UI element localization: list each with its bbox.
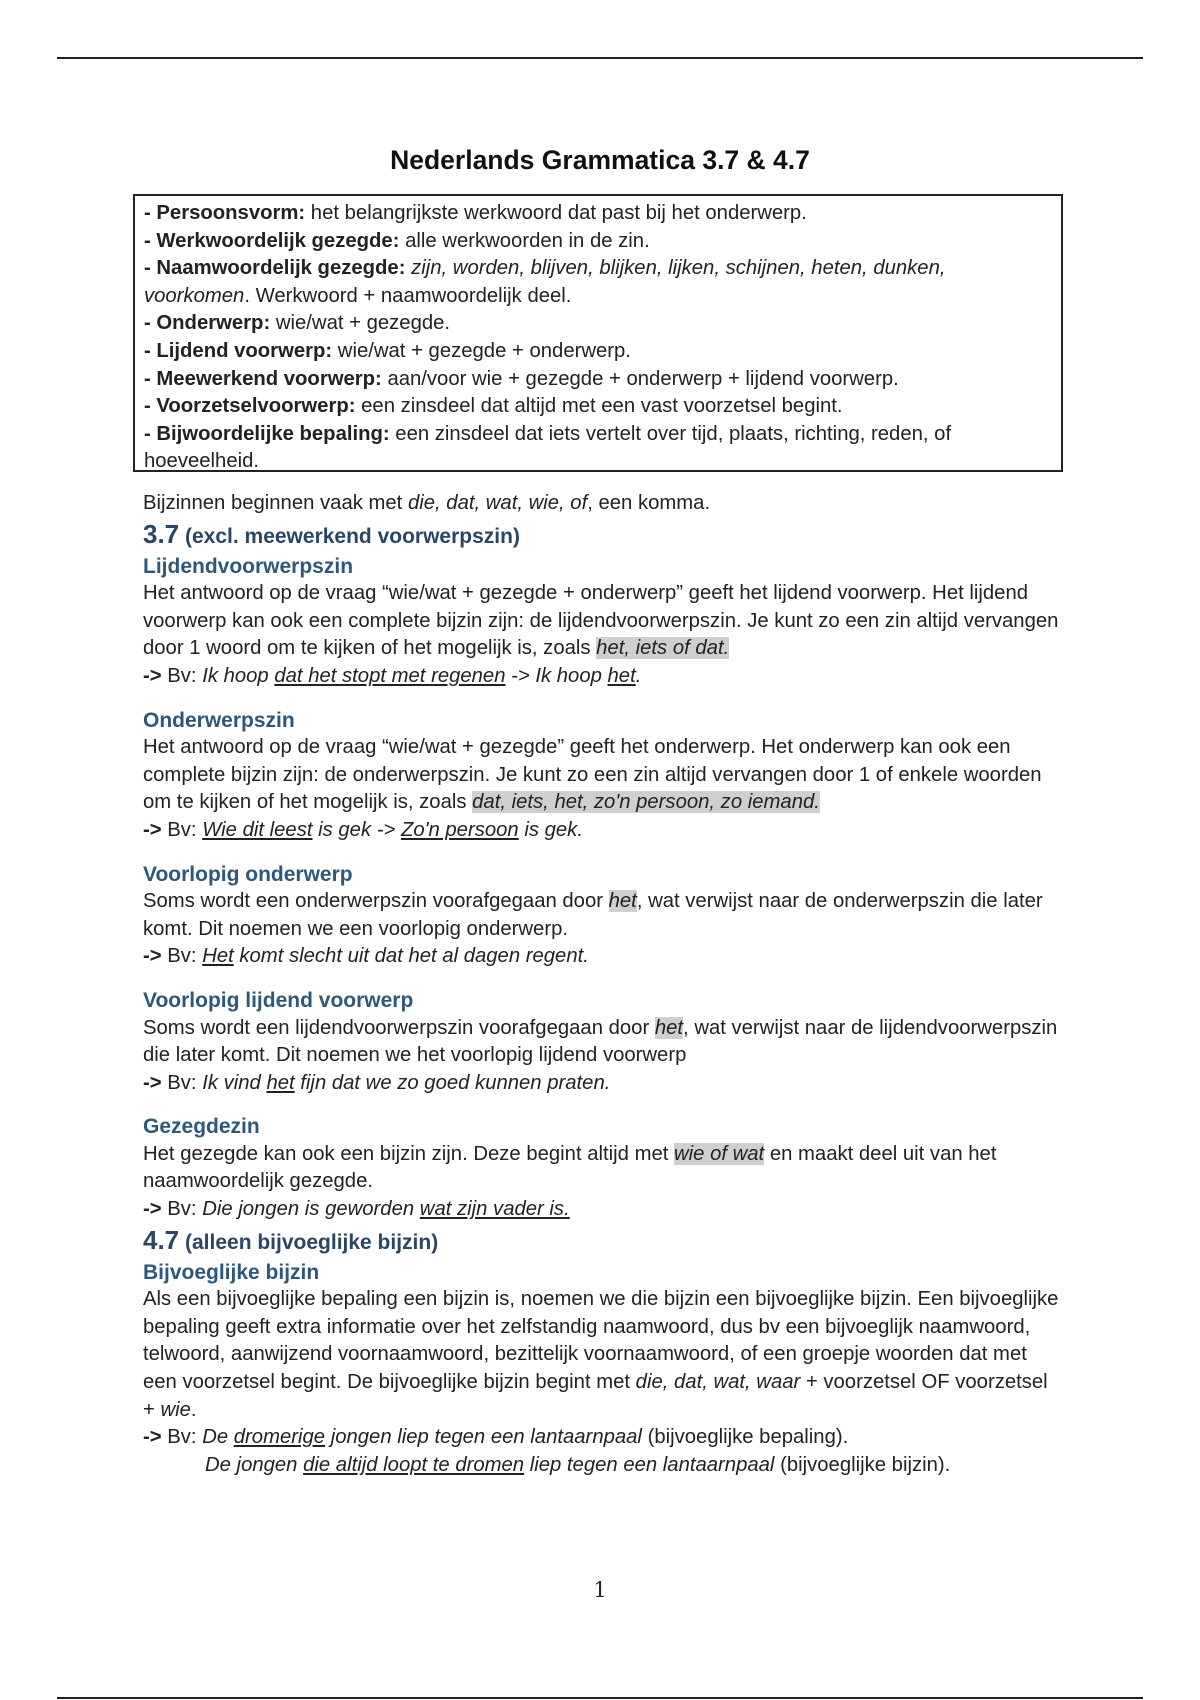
paragraph-onderwerpszin: Het antwoord op de vraag “wie/wat + gezegde” geeft het onderwerp. Het onderwerp kan ook een complete bijzin zijn: de onderwerpszin. Je kunt zo een zin altijd vervangen door 1 of enkele woorden om te kijken of het mogelijk is, zoals dat, iets, het, zo'n persoon, zo iemand.	[143, 736, 1042, 814]
definition-item: - Lijdend voorwerp: wie/wat + gezegde + onderwerp.	[144, 339, 631, 362]
heading-bijvoeglijke-bijzin: Bijvoeglijke bijzin	[143, 1260, 320, 1284]
intro-paragraph: Bijzinnen beginnen vaak met die, dat, wat, wie, of, een komma.	[143, 492, 711, 514]
heading-lijdendvoorwerpszin: Lijdendvoorwerpszin	[143, 554, 354, 578]
section-heading-4-7: 4.7 (alleen bijvoeglijke bijzin)	[143, 1224, 439, 1255]
heading-onderwerpszin: Onderwerpszin	[143, 708, 295, 732]
heading-voorlopig-onderwerp: Voorlopig onderwerp	[143, 862, 353, 886]
top-rule	[57, 57, 1143, 59]
example-onderwerpszin: -> Bv: Wie dit leest is gek -> Zo'n persoon is gek.	[143, 818, 583, 841]
page-number: 1	[593, 1578, 607, 1602]
example-gezegdezin: -> Bv: Die jongen is geworden wat zijn vader is.	[143, 1198, 570, 1221]
definitions-box	[133, 194, 1063, 472]
definition-item: - Bijwoordelijke bepaling: een zinsdeel dat iets vertelt over tijd, plaats, richting, reden, of hoeveelheid.	[144, 422, 952, 473]
bottom-rule	[57, 1697, 1143, 1699]
example-bijvoeglijke-bijzin: De jongen die altijd loopt te dromen liep tegen een lantaarnpaal (bijvoeglijke bijzin).	[205, 1453, 951, 1476]
paragraph-lijdendvoorwerpszin: Het antwoord op de vraag “wie/wat + gezegde + onderwerp” geeft het lijdend voorwerp. Het lijdend voorwerp kan ook een complete bijzin zijn: de lijdendvoorwerpszin. Je kunt zo een zin altijd vervangen door 1 woord om te kijken of het mogelijk is, zoals het, iets of dat.	[143, 582, 1059, 660]
heading-voorlopig-lijdend-voorwerp: Voorlopig lijdend voorwerp	[143, 988, 414, 1012]
definition-item: - Naamwoordelijk gezegde: zijn, worden, blijven, blijken, lijken, schijnen, heten, dunken, voorkomen. Werkwoord + naamwoordelijk deel.	[144, 257, 946, 307]
paragraph-voorlopig-lijdend-voorwerp: Soms wordt een lijdendvoorwerpszin voorafgegaan door het, wat verwijst naar de lijdendvoorwerpszin die later komt. Dit noemen we het voorlopig lijdend voorwerp	[143, 1016, 1058, 1067]
page-title: Nederlands Grammatica 3.7 & 4.7	[390, 145, 810, 175]
definition-item: - Onderwerp: wie/wat + gezegde.	[144, 312, 451, 335]
example-lijdendvoorwerpszin: -> Bv: Ik hoop dat het stopt met regenen -> Ik hoop het.	[143, 664, 642, 687]
paragraph-bijvoeglijke-bijzin: Als een bijvoeglijke bepaling een bijzin is, noemen we die bijzin een bijvoeglijke bijzin. Een bijvoeglijke bepaling geeft extra informatie over het zelfstandig naamwoord, dus bv een bijvoeglijk naamwoord, telwoord, aanwijzend voornaamwoord, bezittelijk voornaamwoord, of een groepje woorden dat met een voorzetsel begint. De bijvoeglijke bijzin begint met die, dat, wat, waar + voorzetsel OF voorzetsel + wie.	[143, 1288, 1059, 1421]
definition-item: - Meewerkend voorwerp: aan/voor wie + gezegde + onderwerp + lijdend voorwerp.	[144, 367, 899, 390]
paragraph-gezegdezin: Het gezegde kan ook een bijzin zijn. Deze begint altijd met wie of wat en maakt deel uit van het naamwoordelijk gezegde.	[143, 1142, 997, 1193]
main-content	[143, 490, 1063, 1479]
example-voorlopig-lijdend-voorwerp: -> Bv: Ik vind het fijn dat we zo goed kunnen praten.	[143, 1071, 611, 1094]
section-heading-3-7: 3.7 (excl. meewerkend voorwerpszin)	[143, 518, 520, 549]
definition-item: - Voorzetselvoorwerp: een zinsdeel dat altijd met een vast voorzetsel begint.	[144, 395, 843, 418]
example-bijvoeglijke-bepaling: -> Bv: De dromerige jongen liep tegen een lantaarnpaal (bijvoeglijke bepaling).	[143, 1426, 849, 1449]
definition-item: - Werkwoordelijk gezegde: alle werkwoorden in de zin.	[144, 229, 650, 252]
definition-item: - Persoonsvorm: het belangrijkste werkwoord dat past bij het onderwerp.	[144, 202, 807, 224]
paragraph-voorlopig-onderwerp: Soms wordt een onderwerpszin voorafgegaan door het, wat verwijst naar de onderwerpszin die later komt. Dit noemen we een voorlopig onderwerp.	[143, 890, 1043, 940]
example-voorlopig-onderwerp: -> Bv: Het komt slecht uit dat het al dagen regent.	[143, 945, 589, 968]
heading-gezegdezin: Gezegdezin	[143, 1115, 260, 1139]
